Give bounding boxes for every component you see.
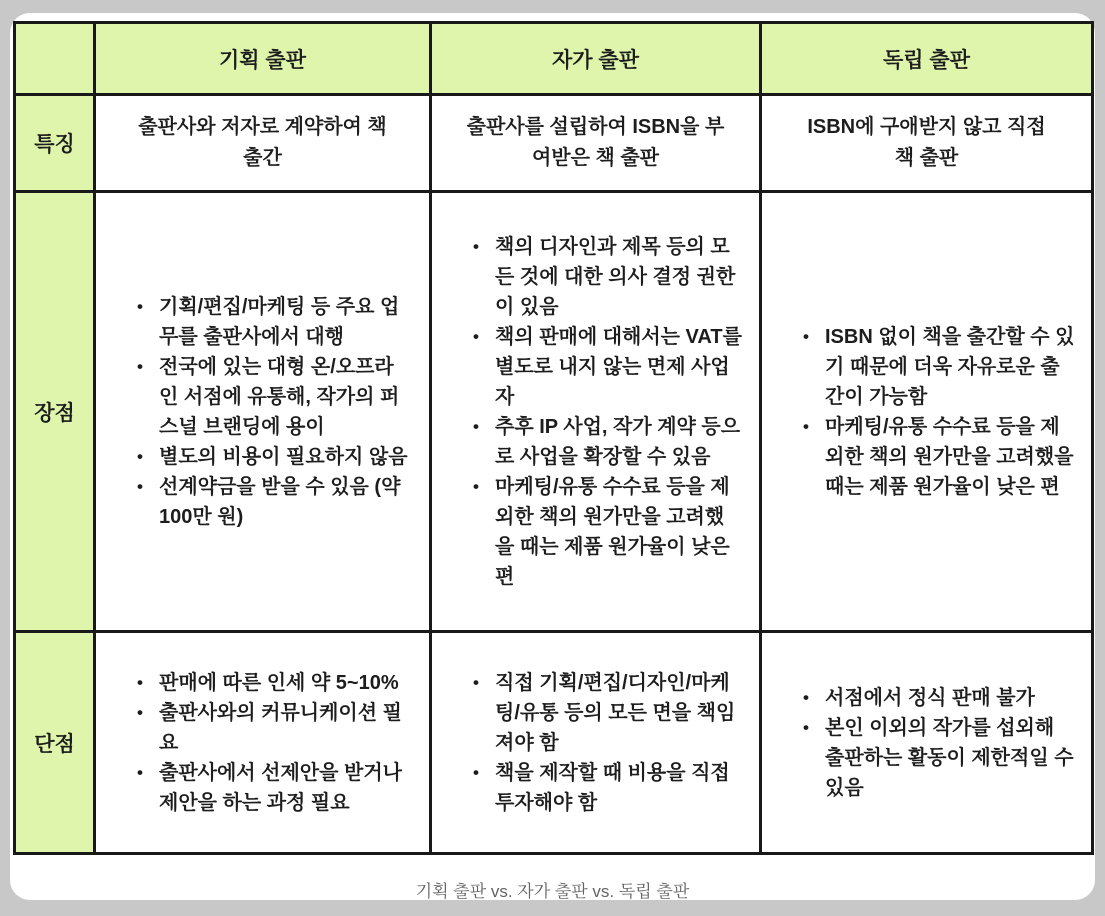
column-header-planned: 기획 출판 xyxy=(95,23,431,95)
table-row-features xyxy=(15,95,1093,192)
corner-cell xyxy=(15,23,95,95)
list-item: • 전국에 있는 대형 온/오프라인 서점에 유통해, 작가의 퍼스널 브랜딩에 용이 xyxy=(132,352,413,442)
publishing-comparison-table xyxy=(13,21,1094,855)
features-independent-text: ISBN에 구애받지 않고 직접 책 출판 xyxy=(807,116,1046,169)
list-item: • 본인 이외의 작가를 섭외해 출판하는 활동이 제한적일 수 있음 xyxy=(798,713,1075,803)
list-item: • 별도의 비용이 필요하지 않음 xyxy=(132,442,413,472)
cons-independent-list xyxy=(798,683,1075,803)
pros-independent-list xyxy=(798,322,1075,502)
table-row-pros xyxy=(15,192,1093,632)
list-item: • 마케팅/유통 수수료 등을 제외한 책의 원가만을 고려했을 때는 제품 원가율이 낮은 편 xyxy=(798,412,1075,502)
pros-planned-cell xyxy=(95,192,431,632)
table-row-cons xyxy=(15,632,1093,854)
list-item: • 출판사에서 선제안을 받거나 제안을 하는 과정 필요 xyxy=(132,758,413,818)
list-item: • ISBN 없이 책을 출간할 수 있기 때문에 더욱 자유로운 출간이 가능함 xyxy=(798,322,1075,412)
pros-self-list xyxy=(468,232,743,592)
row-label-pros: 장점 xyxy=(15,192,95,632)
row-label-cons: 단점 xyxy=(15,632,95,854)
header-row xyxy=(15,23,1093,95)
cons-self-list xyxy=(468,668,743,818)
list-item: • 서점에서 정식 판매 불가 xyxy=(798,683,1075,713)
list-item: • 출판사와의 커뮤니케이션 필요 xyxy=(132,698,413,758)
cons-planned-cell xyxy=(95,632,431,854)
cons-planned-list xyxy=(132,668,413,818)
list-item: • 마케팅/유통 수수료 등을 제외한 책의 원가만을 고려했을 때는 제품 원가율이 낮은 편 xyxy=(468,472,743,592)
cons-independent-cell xyxy=(761,632,1093,854)
features-self-text: 출판사를 설립하여 ISBN을 부여받은 책 출판 xyxy=(466,116,725,169)
list-item: • 판매에 따른 인세 약 5~10% xyxy=(132,668,413,698)
table-card xyxy=(10,13,1095,900)
list-item: • 책의 디자인과 제목 등의 모든 것에 대한 의사 결정 권한이 있음 xyxy=(468,232,743,322)
column-header-self: 자가 출판 xyxy=(431,23,761,95)
features-self-cell xyxy=(431,95,761,192)
list-item: • 직접 기획/편집/디자인/마케팅/유통 등의 모든 면을 책임져야 함 xyxy=(468,668,743,758)
features-planned-cell xyxy=(95,95,431,192)
image-caption: 기획 출판 vs. 자가 출판 vs. 독립 출판 xyxy=(415,882,690,901)
pros-planned-list xyxy=(132,292,413,532)
cons-self-cell xyxy=(431,632,761,854)
list-item: • 책의 판매에 대해서는 VAT를 별도로 내지 않는 면제 사업자 xyxy=(468,322,743,412)
features-independent-cell xyxy=(761,95,1093,192)
pros-independent-cell xyxy=(761,192,1093,632)
list-item: • 선계약금을 받을 수 있음 (약 100만 원) xyxy=(132,472,413,532)
row-label-features: 특징 xyxy=(15,95,95,192)
list-item: • 기획/편집/마케팅 등 주요 업무를 출판사에서 대행 xyxy=(132,292,413,352)
list-item: • 추후 IP 사업, 작가 계약 등으로 사업을 확장할 수 있음 xyxy=(468,412,743,472)
column-header-independent: 독립 출판 xyxy=(761,23,1093,95)
pros-self-cell xyxy=(431,192,761,632)
features-planned-text: 출판사와 저자로 계약하여 책 출간 xyxy=(138,116,387,169)
list-item: • 책을 제작할 때 비용을 직접 투자해야 함 xyxy=(468,758,743,818)
